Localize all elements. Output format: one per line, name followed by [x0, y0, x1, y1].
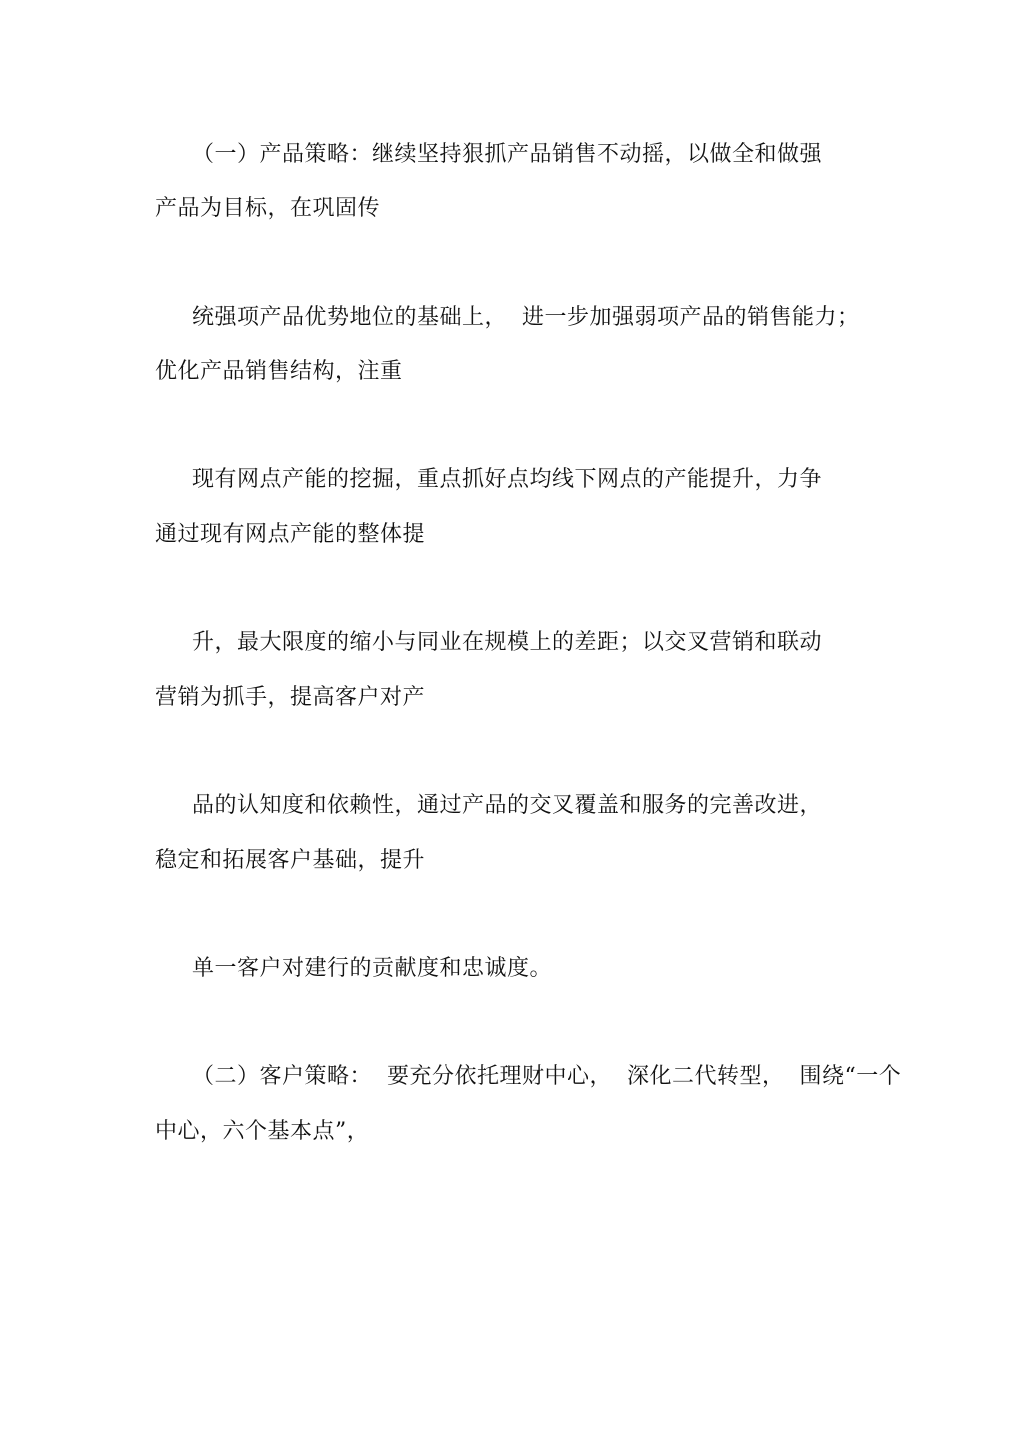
paragraph-3-first-line: 现有网点产能的挖掘，重点抓好点均线下网点的产能提升，力争	[192, 467, 823, 492]
paragraph-4-continuation-line: 营销为抓手，提高客户对产	[155, 685, 426, 710]
paragraph-5-continuation-line: 稳定和拓展客户基础，提升	[155, 848, 426, 873]
paragraph-6-line: 单一客户对建行的贡献度和忠诚度。	[192, 956, 553, 981]
paragraph-7-continuation-line: 中心，六个基本点”，	[155, 1119, 370, 1144]
paragraph-1-first-line: （一）产品策略：继续坚持狠抓产品销售不动摇，以做全和做强	[192, 142, 823, 167]
paragraph-4-first-line: 升，最大限度的缩小与同业在规模上的差距；以交叉营销和联动	[192, 630, 823, 655]
paragraph-3-continuation-line: 通过现有网点产能的整体提	[155, 522, 426, 547]
paragraph-2-continuation-line: 优化产品销售结构，注重	[155, 359, 403, 384]
paragraph-7-first-line: （二）客户策略： 要充分依托理财中心， 深化二代转型， 围绕“一个	[192, 1064, 902, 1089]
paragraph-2-first-line: 统强项产品优势地位的基础上， 进一步加强弱项产品的销售能力；	[192, 305, 860, 330]
paragraph-1-continuation-line: 产品为目标，在巩固传	[155, 196, 381, 221]
paragraph-5-first-line: 品的认知度和依赖性，通过产品的交叉覆盖和服务的完善改进，	[192, 793, 823, 818]
